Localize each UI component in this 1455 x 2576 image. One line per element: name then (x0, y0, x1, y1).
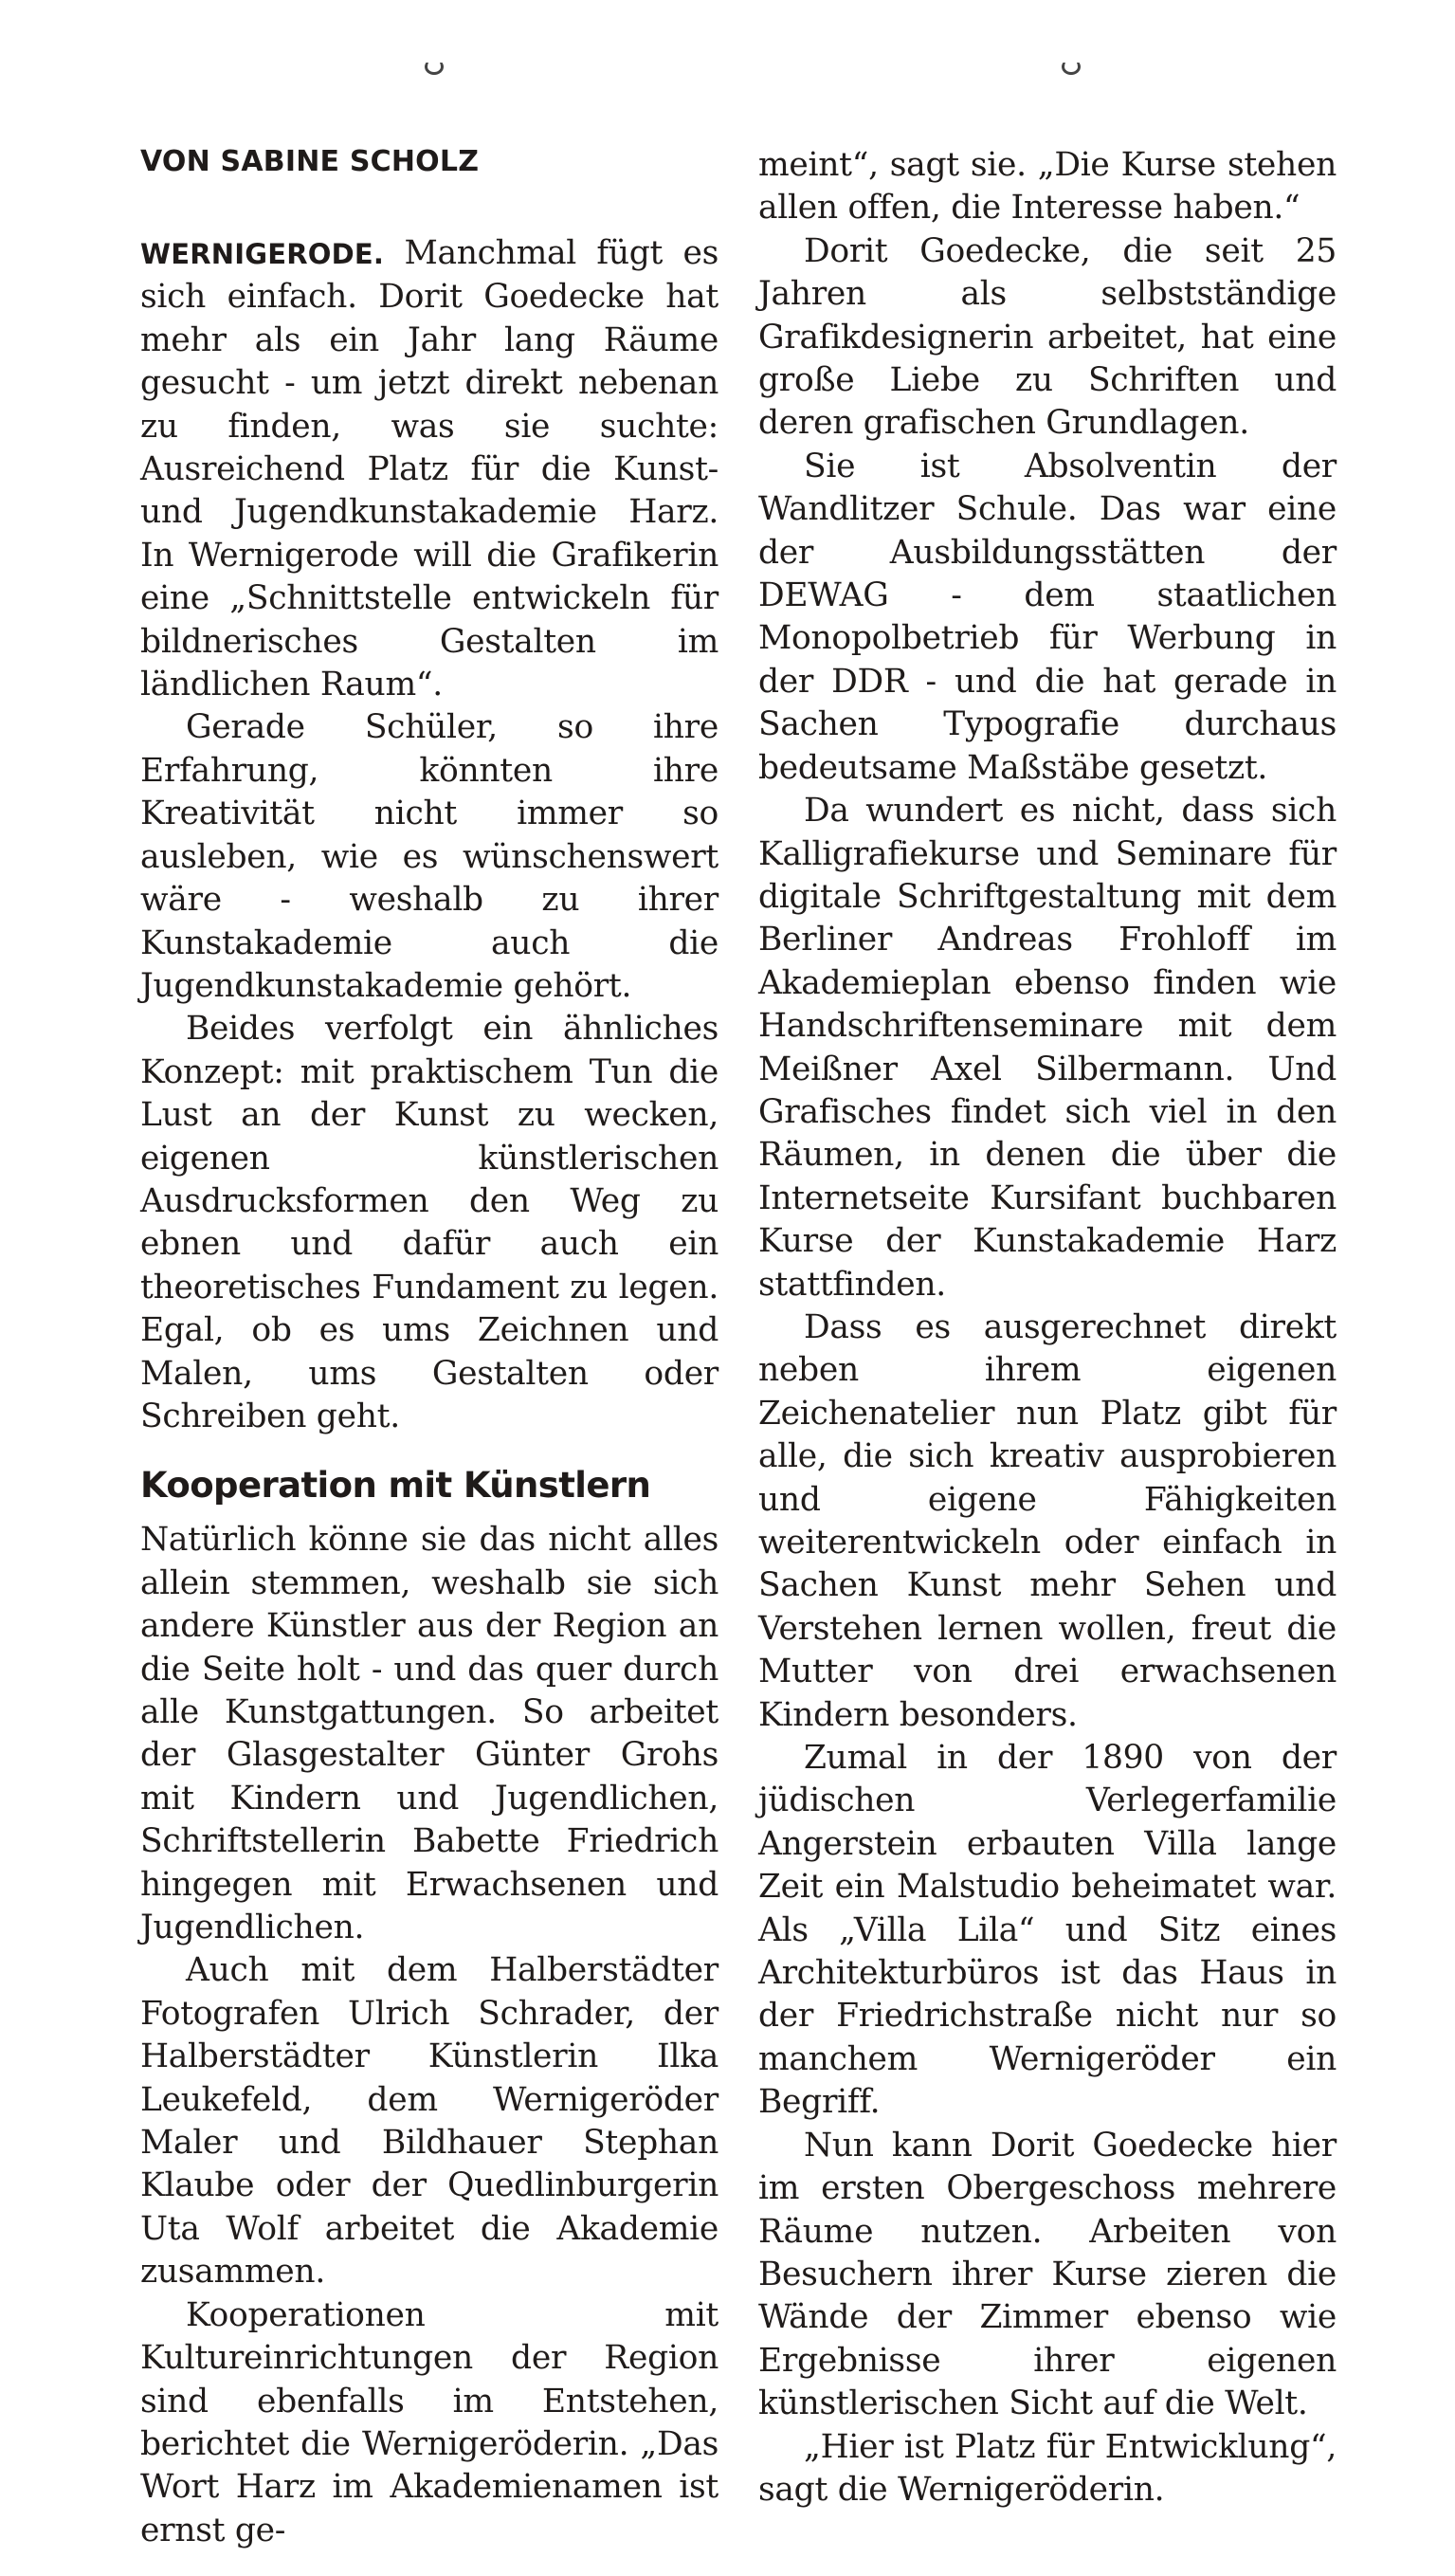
article-paragraph: Zumal in der 1890 von der jüdischen Verlegerfamilie Angerstein erbauten Villa lange Zeit ein Malstudio beheimatet war. Als „Villa Lila“ und Sitz eines Architekturbüros ist das Haus in der Friedrichstraße nicht nur so manchem Wernigeröder ein Begriff. (758, 1739, 1337, 2122)
article-paragraph: Da wundert es nicht, dass sich Kalligrafiekurse und Seminare für digitale Schriftgestaltung mit dem Berliner Andreas Frohloff im Akademieplan ebenso finden wie Handschriftenseminare mit dem Meißner Axel Silbermann. Und Grafisches findet sich viel in den Räumen, in denen die über die Internetseite Kursifant buchbaren Kurse der Kunstakademie Harz stattfinden. (758, 792, 1337, 1304)
article-paragraph: Kooperationen mit Kultureinrichtungen der Region sind ebenfalls im Entstehen, berichtet die Wernigeröderin. „Das Wort Harz im Akademienamen ist ernst ge- (140, 2295, 718, 2549)
article-paragraph: Dass es ausgerechnet direkt neben ihrem eigenen Zeichenatelier nun Platz gibt für alle, die sich kreativ ausprobieren und eigene Fähigkeiten weiterentwickeln oder einfach in Sachen Kunst mehr Sehen und Verstehen lernen wollen, freut die Mutter von drei erwachsenen Kindern besonders. (758, 1307, 1337, 1734)
article-paragraph (140, 232, 718, 706)
article-paragraph: Beides verfolgt ein ähnliches Konzept: mit praktischem Tun die Lust an der Kunst zu wecken, eigenen künstlerischen Ausdrucksformen den Weg zu ebnen und dafür auch ein theoretisches Fundament zu legen. Egal, ob es ums Zeichnen und Malen, ums Gestalten oder Schreiben geht. (140, 1010, 718, 1435)
article-paragraph: Natürlich könne sie das nicht alles allein stemmen, weshalb sie sich andere Künstler aus der Region an die Seite holt - und das quer durch alle Kunstgattungen. So arbeitet der Glasgestalter Günter Grohs mit Kindern und Jugendlichen, Schriftstellerin Babette Friedrich hingegen mit Erwachsenen und Jugendlichen. (140, 1521, 718, 1947)
article-paragraph: meint“, sagt sie. „Die Kurse stehen allen offen, die Interesse haben.“ (758, 146, 1337, 228)
article-paragraph: „Hier ist Platz für Entwicklung“, sagt die Wernigeröderin. (758, 2427, 1337, 2509)
article-paragraph: Gerade Schüler, so ihre Erfahrung, könnten ihre Kreativität nicht immer so ausleben, wie es wünschenswert wäre - weshalb zu ihrer Kunstakademie auch die Jugendkunstakademie gehört. (140, 708, 718, 1005)
article-paragraph: Dorit Goedecke, die seit 25 Jahren als selbstständige Grafikdesignerin arbeitet, hat eine große Liebe zu Schriften und deren grafischen Grundlagen. (758, 231, 1337, 443)
article-paragraph: Auch mit dem Halberstädter Fotografen Ulrich Schrader, der Halberstädter Künstlerin Ilka Leukefeld, dem Wernigeröder Maler und Bildhauer Stephan Klaube oder der Quedlinburgerin Uta Wolf arbeitet die Akademie zusammen. (140, 1951, 718, 2292)
dateline: WERNIGERODE. (140, 238, 385, 270)
byline: VON SABINE SCHOLZ (140, 145, 480, 178)
clipped-glyph-fragment-left (425, 63, 453, 82)
article-paragraph: Nun kann Dorit Goedecke hier im ersten Obergeschoss mehrere Räume nutzen. Arbeiten von Besuchern ihrer Kurse zieren die Wände der Zimmer ebenso wie Ergebnisse ihrer eigenen künstlerischen Sicht auf die Welt. (758, 2126, 1337, 2423)
subheading: Kooperation mit Künstlern (140, 1465, 651, 1507)
article-column-right (758, 144, 1337, 2512)
article-column-left (140, 140, 718, 2552)
paragraph-text: Manchmal fügt es sich einfach. Dorit Goedecke hat mehr als ein Jahr lang Räume gesucht - um jetzt direkt nebenan zu finden, was sie suchte: Ausreichend Platz für die Kunst- und Jugendkunstakademie Harz. In Wernigerode will die Grafikerin eine „Schnittstelle entwickeln für bildnerisches Gestalten im ländlichen Raum“. (140, 234, 718, 704)
article-paragraph: Sie ist Absolventin der Wandlitzer Schule. Das war eine der Ausbildungsstätten der DEWAG - dem staatlichen Monopolbetrieb für Werbung in der DDR - und die hat gerade in Sachen Typografie durchaus bedeutsame Maßstäbe gesetzt. (758, 447, 1337, 787)
clipped-glyph-fragment-right (1062, 63, 1090, 82)
